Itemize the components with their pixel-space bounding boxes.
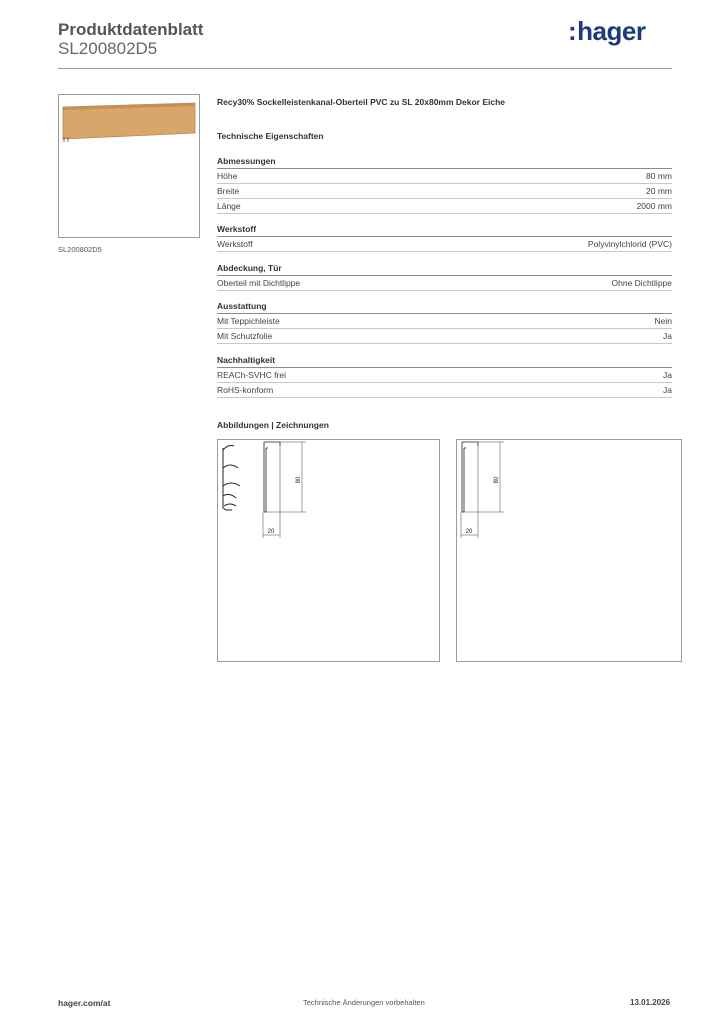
width-dimension-label: 20 (465, 529, 473, 535)
property-value: Ja (663, 370, 672, 380)
property-value: Ja (663, 385, 672, 395)
property-label: Breite (217, 186, 240, 196)
property-label: Mit Teppichleiste (217, 316, 280, 326)
property-row (217, 237, 672, 252)
property-label: RoHS-konform (217, 385, 274, 395)
profile-side-view (462, 442, 478, 512)
property-label: Werkstoff (217, 239, 253, 249)
group-title: Abdeckung, Tür (217, 262, 672, 276)
footer-date: 13.01.2026 (630, 998, 671, 1007)
property-value: Ja (663, 331, 672, 341)
drawing-1-graphic (218, 440, 439, 661)
property-row (217, 329, 672, 344)
header-divider (58, 68, 672, 69)
profile-cross-section (223, 446, 240, 511)
product-image-caption: SL200802D5 (58, 245, 102, 254)
group-title: Ausstattung (217, 300, 672, 314)
property-label: Mit Schutzfolie (217, 331, 273, 341)
brand-logo-text: hager (577, 16, 646, 46)
property-row (217, 169, 672, 184)
product-name: Recy30% Sockelleistenkanal-Oberteil PVC zu SL 20x80mm Dekor Eiche (217, 97, 506, 107)
product-image-graphic (59, 95, 199, 237)
footer-website-link[interactable]: hager.com/at (58, 998, 111, 1008)
property-group-equipment (217, 300, 672, 344)
property-value: Nein (654, 316, 672, 326)
property-value: Polyvinylchlorid (PVC) (587, 239, 672, 249)
group-title: Nachhaltigkeit (217, 354, 672, 368)
property-row (217, 276, 672, 291)
property-group-material (217, 223, 672, 252)
group-title: Abmessungen (217, 155, 672, 169)
product-image (58, 94, 200, 238)
property-value: 20 mm (646, 186, 672, 196)
property-row (217, 368, 672, 383)
property-row (217, 314, 672, 329)
footer-disclaimer: Technische Änderungen vorbehalten (303, 998, 425, 1007)
property-label: REACh-SVHC frei (217, 370, 286, 380)
technical-properties-heading: Technische Eigenschaften (217, 131, 324, 141)
property-row (217, 383, 672, 398)
product-number: SL200802D5 (58, 39, 158, 58)
property-group-dimensions (217, 155, 672, 214)
height-dimension-label: 80 (296, 476, 302, 484)
drawing-2-graphic (457, 440, 681, 661)
property-label: Oberteil mit Dichtlippe (217, 278, 301, 288)
property-group-cover (217, 262, 672, 291)
dimension-lines (461, 442, 504, 538)
property-value: Ohne Dichtlippe (611, 278, 672, 288)
property-label: Länge (217, 201, 241, 211)
technical-drawing-1 (217, 439, 440, 662)
property-group-sustainability (217, 354, 672, 398)
property-value: 80 mm (646, 171, 672, 181)
property-row (217, 199, 672, 214)
group-title: Werkstoff (217, 223, 672, 237)
property-label: Höhe (217, 171, 238, 181)
dimension-lines (263, 442, 306, 538)
drawings-heading: Abbildungen | Zeichnungen (217, 420, 329, 430)
technical-drawing-2 (456, 439, 682, 662)
height-dimension-label: 80 (494, 476, 500, 484)
property-row (217, 184, 672, 199)
document-title: Produktdatenblatt (58, 20, 204, 39)
profile-side-view (264, 442, 280, 512)
property-value: 2000 mm (636, 201, 672, 211)
brand-logo: :hager (568, 16, 646, 46)
width-dimension-label: 20 (267, 529, 275, 535)
